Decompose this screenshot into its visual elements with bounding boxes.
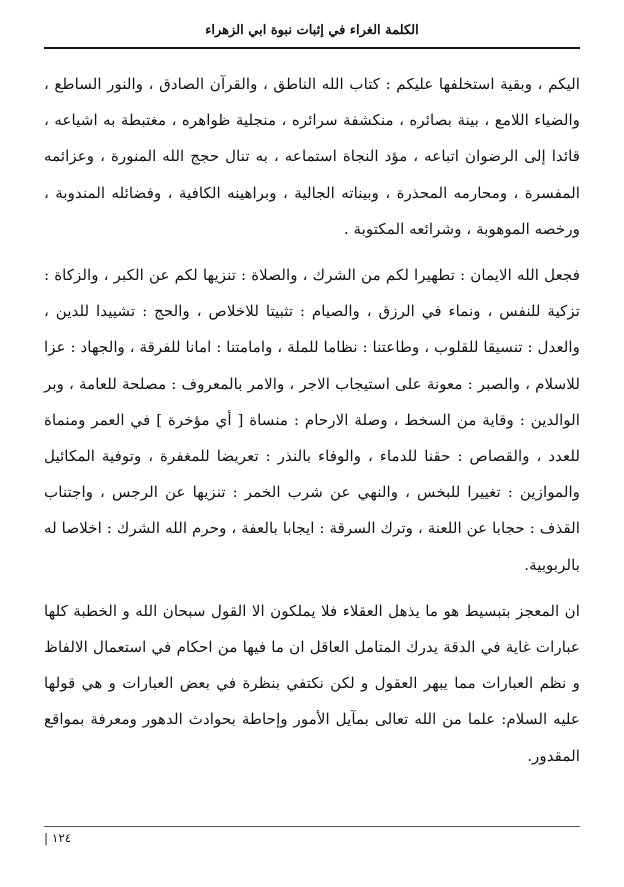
footer-divider [44, 826, 580, 827]
paragraph-3: ان المعجز بتبسيط هو ما يذهل العقلاء فلا يملكون الا القول سبحان الله و الخطبة كلها عبارات غاية في الدقة يدرك المتامل العاقل ان ما فيها من احكام في استعمال الالفاظ و نظم العبارات مما يبهر العقول و لكن نكتفي بنظرة في بعض العبارات و هي قولها عليه السلام: علما من الله تعالى بمآيل الأمور وإحاطة بحوادث الدهور ومعرفة بمواقع المقدور. [44, 601, 580, 765]
body-text [44, 66, 580, 774]
running-header: الكلمة الغراء في إثبات نبوة ابي الزهراء [205, 23, 419, 38]
page-footer [44, 829, 71, 847]
paragraph-2: فجعل الله الايمان : تطهيرا لكم من الشرك ، والصلاة : تنزيها لكم عن الكبر ، والزكاة : تزكية للنفس ، ونماء في الرزق ، والصيام : تثبيتا للاخلاص ، والحج : تشييدا للدين ، والعدل : تنسيقا للقلوب ، وطاعتنا : نظاما للملة ، وامامتنا : امانا للفرقة ، والجهاد : عزا للاسلام ، والصبر : معونة على استيجاب الاجر ، والامر بالمعروف : مصلحة للعامة ، وبر الوالدين : وقاية من السخط ، وصلة الارحام : منساة [ أي مؤخرة ] في العمر ومنماة للعدد ، والقصاص : حقنا للدماء ، والوفاء بالنذر : تعريضا للمغفرة ، وتوفية المكائيل والموازين : تغييرا للبخس ، والنهي عن شرب الخمر : تنزيها عن الرجس ، واجتناب القذف : حجابا عن اللعنة ، وترك السرقة : ايجابا بالعفة ، وحرم الله الشرك : اخلاصا له بالربوبية. [44, 266, 580, 574]
header-divider [44, 47, 580, 49]
page-number-separator: | [44, 831, 49, 845]
paragraph-1: اليكم ، وبقية استخلفها عليكم : كتاب الله الناطق ، والقرآن الصادق ، والنور الساطع ، والضياء اللامع ، بينة بصائره ، منكشفة سرائره ، منجلية ظواهره ، مغتبطة به اشياعه ، قائدا إلى الرضوان اتباعه ، مؤد النجاة استماعه ، به تنال حجج الله المنورة ، وعزائمه المفسرة ، ومحارمه المحذرة ، وبيناته الجالية ، وبراهينه الكافية ، وفضائله المندوبة ، ورخصه الموهوبة ، وشرائعه المكتوبة . [44, 75, 580, 238]
page-number: ١٢٤ [51, 831, 72, 845]
